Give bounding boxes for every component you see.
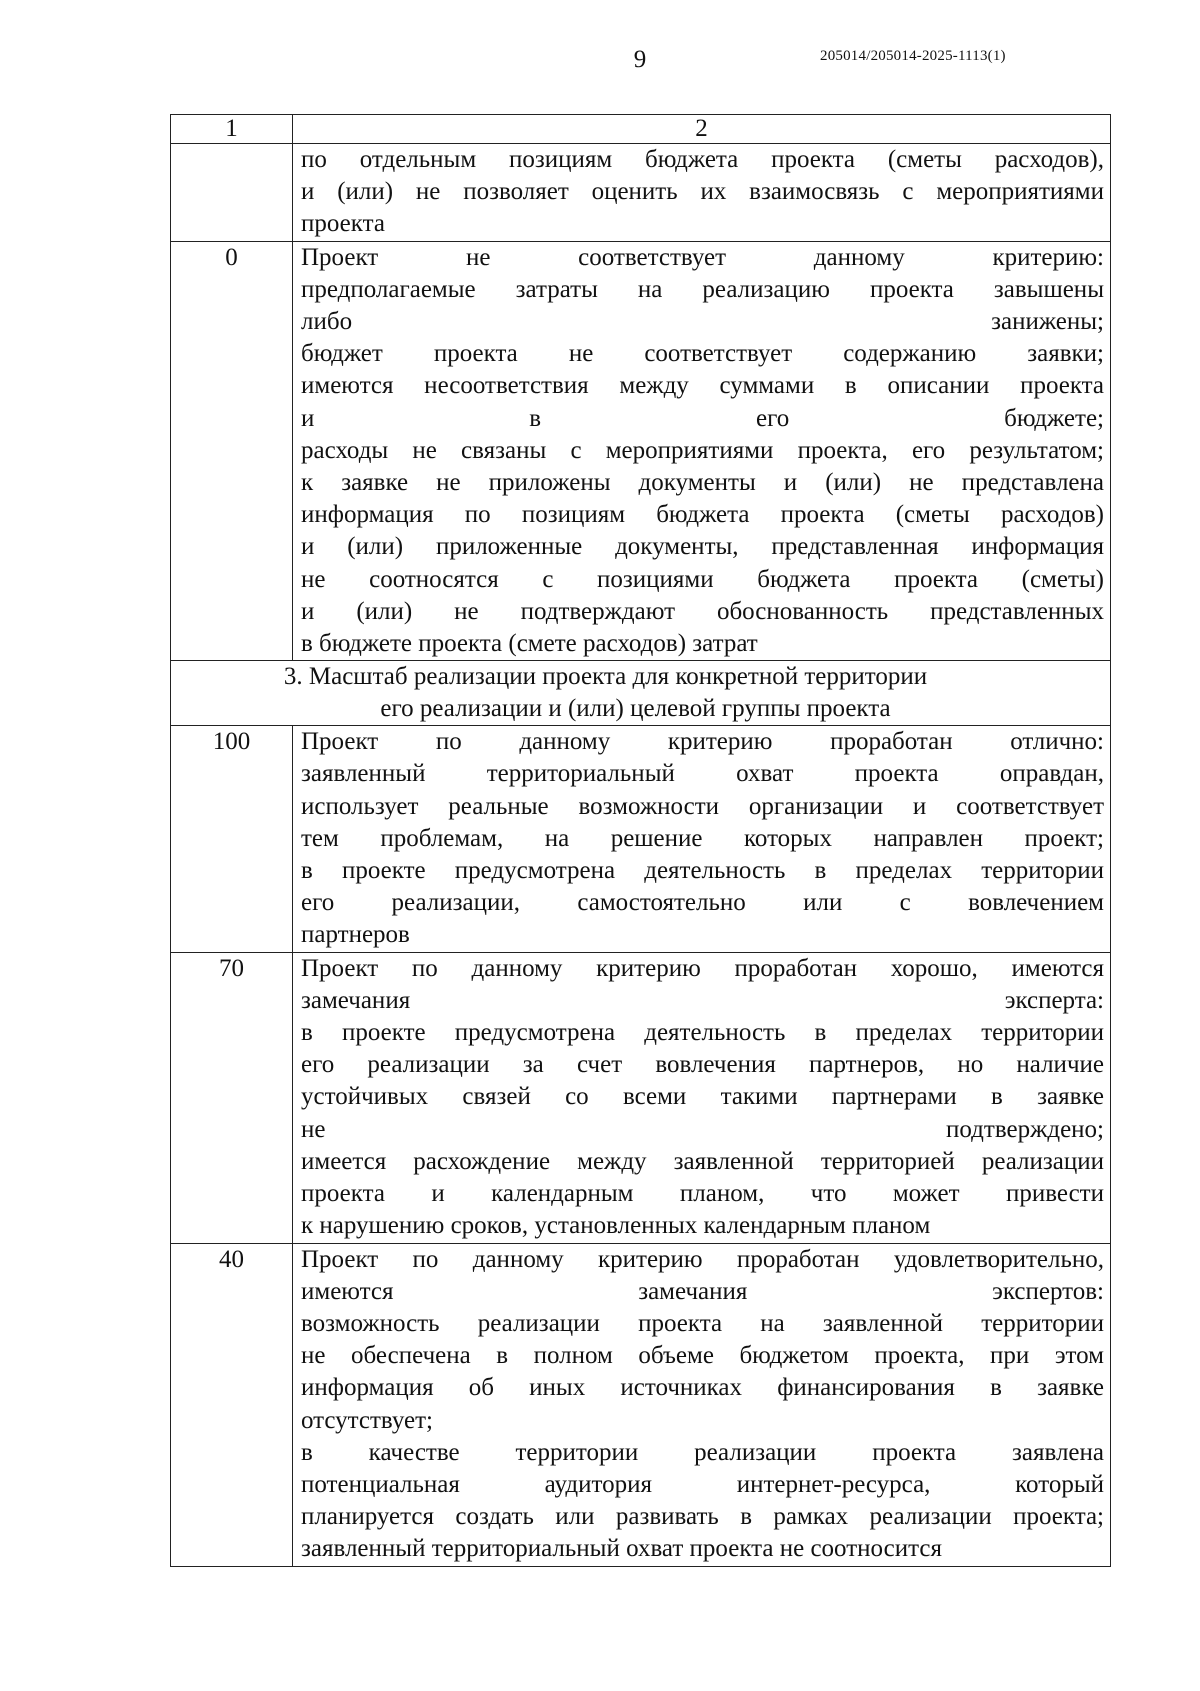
section-heading-line: его реализации и (или) целевой группы проекта (380, 695, 891, 723)
criterion-description-cell (293, 952, 1111, 1243)
description-line: не подтверждено; (301, 1115, 1104, 1143)
table-row (171, 1243, 1111, 1566)
description-line: устойчивых связей со всеми такими партнерами в заявке (301, 1083, 1104, 1111)
description-line: Проект не соответствует данному критерию: (301, 243, 1104, 271)
description-line: не обеспечена в полном объеме бюджетом проекта, при этом (301, 1342, 1104, 1370)
description-line: бюджет проекта не соответствует содержанию заявки; (301, 340, 1104, 368)
score-cell: 70 (171, 952, 293, 1243)
description-line: заявленный территориальный охват проекта оправдан, (301, 760, 1104, 788)
description-line: либо занижены; (301, 308, 1104, 336)
score-cell (171, 144, 293, 242)
description-line: информация об иных источниках финансирования в заявке (301, 1374, 1104, 1402)
page-number: 9 (633, 46, 647, 73)
description-line: его реализации, самостоятельно или с вовлечением (301, 889, 1104, 917)
document-code: 205014/205014-2025-1113(1) (820, 48, 1006, 64)
description-line: и (или) не подтверждают обоснованность представленных (301, 597, 1104, 625)
criterion-description-cell (293, 241, 1111, 661)
criteria-table-wrapper (170, 114, 1111, 1567)
criterion-description-cell (293, 144, 1111, 242)
section-heading-row (171, 661, 1111, 726)
description-line: его реализации за счет вовлечения партнеров, но наличие (301, 1051, 1104, 1079)
table-row (171, 726, 1111, 952)
description-line: возможность реализации проекта на заявленной территории (301, 1309, 1104, 1337)
description-line: партнеров (301, 921, 410, 949)
description-line: и (или) не позволяет оценить их взаимосвязь с мероприятиями (301, 178, 1104, 206)
description-line: и (или) приложенные документы, представленная информация (301, 533, 1104, 561)
description-line: к заявке не приложены документы и (или) не представлена (301, 469, 1104, 497)
criterion-description-cell (293, 1243, 1111, 1566)
description-line: проекта и календарным планом, что может привести (301, 1180, 1104, 1208)
description-line: в проекте предусмотрена деятельность в пределах территории (301, 1019, 1104, 1047)
section-heading-line: 3. Масштаб реализации проекта для конкретной территории (283, 663, 928, 691)
description-line: не соотносятся с позициями бюджета проекта (сметы) (301, 565, 1104, 593)
description-line: тем проблемам, на решение которых направлен проект; (301, 824, 1104, 852)
column-header-score: 1 (171, 115, 293, 144)
description-line: расходы не связаны с мероприятиями проекта, его результатом; (301, 436, 1104, 464)
description-line: по отдельным позициям бюджета проекта (сметы расходов), (301, 146, 1104, 173)
description-line: отсутствует; (301, 1406, 434, 1434)
description-line: в бюджете проекта (смете расходов) затрат (301, 630, 758, 658)
description-line: проекта (301, 210, 385, 238)
description-line: информация по позициям бюджета проекта (сметы расходов) (301, 501, 1104, 529)
description-line: к нарушению сроков, установленных календарным планом (301, 1212, 931, 1240)
criteria-table (170, 114, 1111, 1567)
table-row (171, 241, 1111, 661)
score-cell: 100 (171, 726, 293, 952)
table-row (171, 144, 1111, 242)
column-header-description: 2 (293, 115, 1111, 144)
description-line: в качестве территории реализации проекта заявлена (301, 1438, 1104, 1466)
description-line: замечания эксперта: (301, 986, 1104, 1014)
description-line: заявленный территориальный охват проекта не соотносится (301, 1535, 942, 1563)
section-heading (171, 661, 1111, 726)
description-line: в проекте предусмотрена деятельность в пределах территории (301, 857, 1104, 885)
table-header-row (171, 115, 1111, 144)
description-line: Проект по данному критерию проработан хорошо, имеются (301, 954, 1104, 982)
description-line: планируется создать или развивать в рамках реализации проекта; (301, 1503, 1104, 1531)
table-row (171, 952, 1111, 1243)
description-line: использует реальные возможности организации и соответствует (301, 792, 1104, 820)
description-line: Проект по данному критерию проработан отлично: (301, 728, 1104, 756)
criterion-description-cell (293, 726, 1111, 952)
score-cell: 40 (171, 1243, 293, 1566)
description-line: имеется расхождение между заявленной территорией реализации (301, 1147, 1104, 1175)
description-line: имеются замечания экспертов: (301, 1277, 1104, 1305)
description-line: имеются несоответствия между суммами в описании проекта (301, 372, 1104, 400)
description-line: Проект по данному критерию проработан удовлетворительно, (301, 1245, 1104, 1273)
description-line: предполагаемые затраты на реализацию проекта завышены (301, 275, 1104, 303)
description-line: потенциальная аудитория интернет-ресурса, который (301, 1470, 1104, 1498)
score-cell: 0 (171, 241, 293, 661)
description-line: и в его бюджете; (301, 404, 1104, 432)
